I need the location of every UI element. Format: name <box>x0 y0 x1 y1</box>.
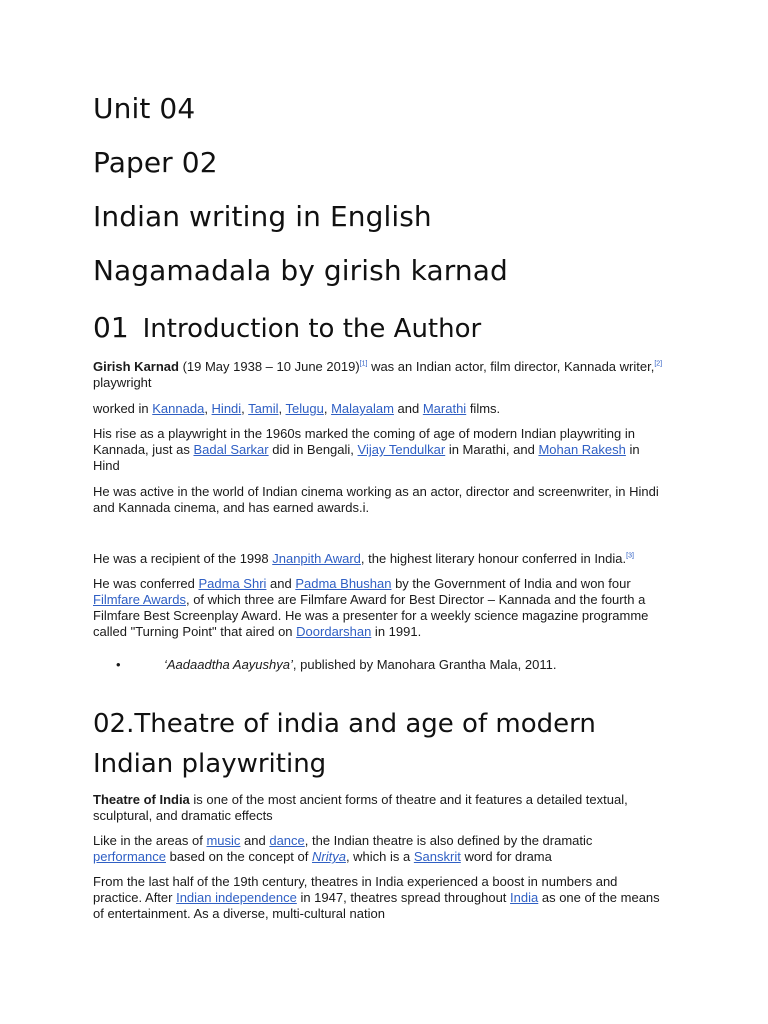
music-text-1: Like in the areas of <box>93 833 207 848</box>
cinema-paragraph: He was active in the world of Indian cinema working as an actor, director and screenwriter, in Hindi and Kannada cinema, and has earned awards.i. <box>93 484 659 515</box>
author-dates: (19 May 1938 – 10 June 2019) <box>178 359 360 374</box>
languages-suffix: films. <box>466 401 501 416</box>
link-telugu[interactable]: Telugu <box>285 401 324 416</box>
history-paragraph <box>93 874 668 922</box>
book-title: ‘Aadaadtha Aayushya’ <box>164 657 293 672</box>
author-name: Girish Karnad <box>93 359 179 374</box>
music-text-6: word for drama <box>460 849 552 864</box>
awards-text-3: by the Government of India and won four <box>391 576 631 591</box>
music-text-3: , the Indian theatre is also defined by the dramatic <box>304 833 593 848</box>
section-1-number: 01 <box>93 311 129 344</box>
music-paragraph <box>93 833 668 865</box>
jnanpith-text-2: , the highest literary honour conferred in India. <box>360 551 627 566</box>
awards-paragraph <box>93 576 668 640</box>
link-performance[interactable]: performance <box>93 849 166 864</box>
section-2-heading: 02.Theatre of india and age of modern Indian playwriting <box>93 709 596 779</box>
history-text-1: From the last half of the 19th century, theatres in India experienced a boost in numbers and practice. After <box>93 874 618 905</box>
link-dance[interactable]: dance <box>269 833 305 848</box>
rise-text-1: His rise as a playwright in the 1960s marked the coming of age of modern Indian playwriting in Kannada, just as <box>93 426 635 457</box>
link-music[interactable]: music <box>206 833 241 848</box>
link-badal-sarkar[interactable]: Badal Sarkar <box>193 442 269 457</box>
link-indian-independence[interactable]: Indian independence <box>176 890 297 905</box>
link-tamil[interactable]: Tamil <box>248 401 279 416</box>
link-doordarshan[interactable]: Doordarshan <box>296 624 372 639</box>
subject-heading: Indian writing in English <box>93 200 432 233</box>
rise-paragraph <box>93 426 668 474</box>
link-jnanpith-award[interactable]: Jnanpith Award <box>272 551 361 566</box>
paper-heading: Paper 02 <box>93 146 218 179</box>
topic-heading: Nagamadala by girish karnad <box>93 254 508 287</box>
link-vijay-tendulkar[interactable]: Vijay Tendulkar <box>357 442 446 457</box>
jnanpith-text-1: He was a recipient of the 1998 <box>93 551 273 566</box>
ref-1-link[interactable]: [1] <box>359 360 368 368</box>
rise-text-2: did in Bengali, <box>268 442 358 457</box>
music-text-2: and <box>240 833 270 848</box>
theatre-text: is one of the most ancient forms of theatre and it features a detailed textual, sculptural, and dramatic effects <box>93 792 628 823</box>
link-padma-shri[interactable]: Padma Shri <box>198 576 267 591</box>
section-1-title: Introduction to the Author <box>142 314 482 344</box>
languages-paragraph: worked in Kannada, Hindi, Tamil, Telugu, Malayalam and Marathi films. <box>93 401 501 416</box>
history-text-3: as one of the means of entertainment. As a diverse, multi-cultural nation <box>93 890 660 921</box>
intro-text: was an Indian actor, film director, Kannada writer, <box>367 359 655 374</box>
rise-text-3: in Marathi, and <box>445 442 539 457</box>
link-filmfare-awards[interactable]: Filmfare Awards <box>93 592 186 607</box>
languages-prefix: worked in <box>93 401 153 416</box>
section-1-heading <box>93 311 481 344</box>
theatre-paragraph <box>93 792 668 824</box>
link-nritya[interactable]: Nritya <box>311 849 346 864</box>
intro-playwright: playwright <box>93 375 152 390</box>
ref-2-link[interactable]: [2] <box>654 360 663 368</box>
bullet-icon: • <box>116 657 121 672</box>
ref-3-link[interactable]: [3] <box>626 552 634 560</box>
link-malayalam[interactable]: Malayalam <box>331 401 394 416</box>
history-text-2: in 1947, theatres spread throughout <box>296 890 511 905</box>
list-item <box>116 657 557 673</box>
languages-and: and <box>393 401 423 416</box>
awards-text-2: and <box>266 576 296 591</box>
music-text-5: , which is a <box>345 849 414 864</box>
link-hindi[interactable]: Hindi <box>211 401 242 416</box>
book-details: , published by Manohara Grantha Mala, 2011. <box>292 657 557 672</box>
jnanpith-paragraph <box>93 551 668 567</box>
unit-heading: Unit 04 <box>93 92 196 125</box>
link-mohan-rakesh[interactable]: Mohan Rakesh <box>538 442 626 457</box>
link-kannada[interactable]: Kannada <box>152 401 205 416</box>
rise-text-4: in Hind <box>93 442 640 473</box>
link-sanskrit[interactable]: Sanskrit <box>413 849 461 864</box>
link-padma-bhushan[interactable]: Padma Bhushan <box>295 576 392 591</box>
theatre-term: Theatre of India <box>93 792 190 807</box>
link-india[interactable]: India <box>510 890 539 905</box>
link-marathi[interactable]: Marathi <box>422 401 467 416</box>
intro-paragraph <box>93 359 668 391</box>
awards-text-4: , of which three are Filmfare Award for Best Director – Kannada and the fourth a Filmfare Best Screenplay Award. He was a presenter for a weekly science magazine programme called "Turning Point" that aired on <box>93 592 649 639</box>
awards-text-5: in 1991. <box>371 624 422 639</box>
music-text-4: based on the concept of <box>165 849 312 864</box>
awards-text-1: He was conferred <box>93 576 199 591</box>
